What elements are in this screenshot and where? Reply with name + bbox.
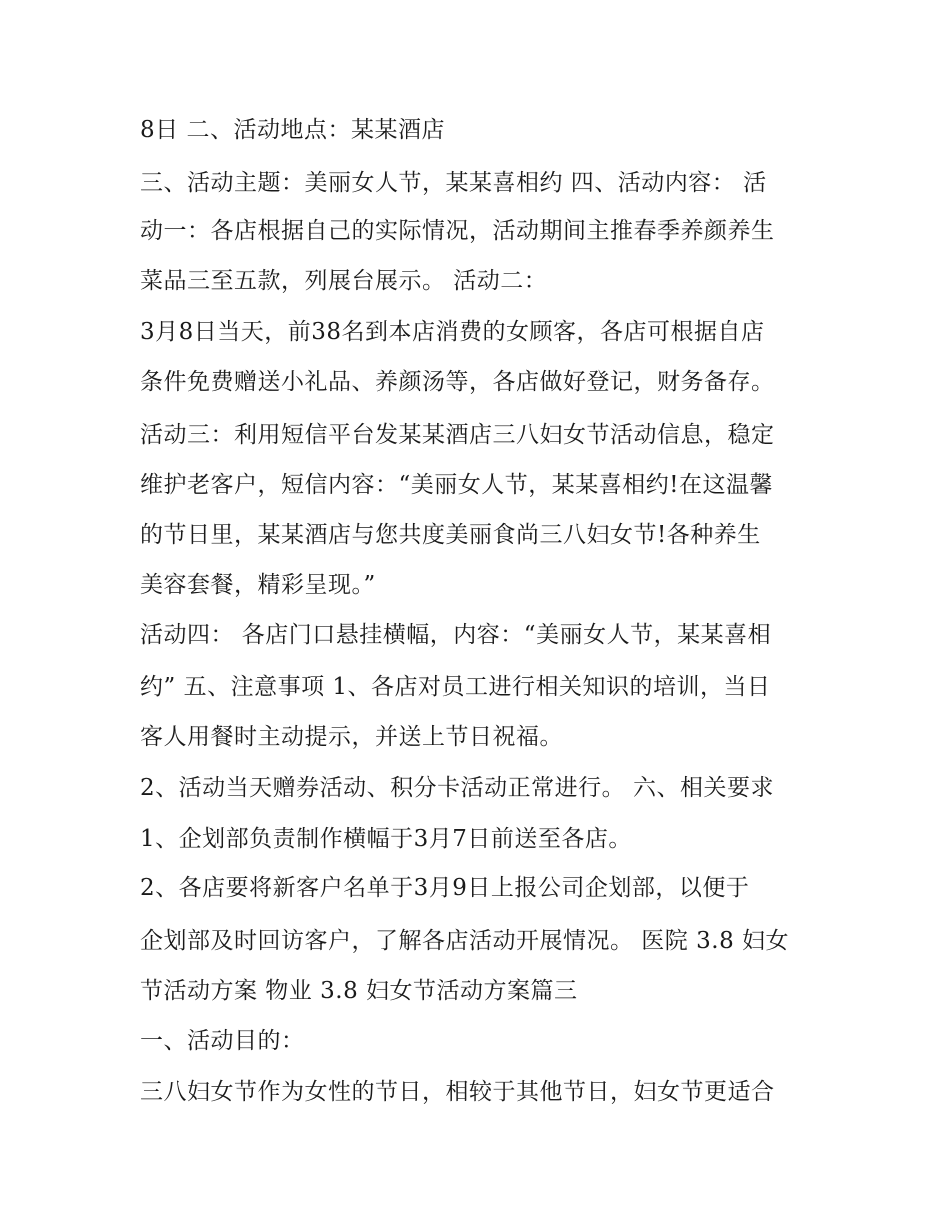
text-line: 条件免费赠送小礼品、养颜汤等，各店做好登记，财务备存。 xyxy=(140,369,775,395)
text-line: 节活动方案 物业 3.8 妇女节活动方案篇三 xyxy=(140,978,578,1004)
text-line: 的节日里，某某酒店与您共度美丽食尚三八妇女节!各种养生 xyxy=(140,522,761,548)
text-line: 活动四： 各店门口悬挂横幅，内容：“美丽女人节，某某喜相 xyxy=(140,622,772,648)
text-line: 美容套餐，精彩呈现。” xyxy=(140,572,376,598)
text-line: 2、各店要将新客户名单于3月9日上报公司企划部，以便于 xyxy=(140,875,750,901)
text-line: 菜品三至五款，列展台展示。 活动二： xyxy=(140,268,548,294)
text-line: 三、活动主题：美丽女人节，某某喜相约 四、活动内容： 活 xyxy=(140,170,767,196)
text-line: 1、企划部负责制作横幅于3月7日前送至各店。 xyxy=(140,826,632,852)
text-line: 3月8日当天，前38名到本店消费的女顾客，各店可根据自店 xyxy=(140,319,765,345)
text-line: 三八妇女节作为女性的节日，相较于其他节日，妇女节更适合 xyxy=(140,1079,775,1105)
text-line: 约” 五、注意事项 1、各店对员工进行相关知识的培训，当日 xyxy=(140,674,771,700)
text-line: 维护老客户，短信内容：“美丽女人节，某某喜相约!在这温馨 xyxy=(140,472,774,498)
text-line: 8日 二、活动地点：某某酒店 xyxy=(140,117,445,143)
text-line: 一、活动目的： xyxy=(140,1028,305,1054)
text-line: 活动三：利用短信平台发某某酒店三八妇女节活动信息，稳定 xyxy=(140,422,775,448)
text-line: 动一：各店根据自己的实际情况，活动期间主推春季养颜养生 xyxy=(140,218,775,244)
text-line: 客人用餐时主动提示，并送上节日祝福。 xyxy=(140,724,563,750)
text-line: 企划部及时回访客户，了解各店活动开展情况。 医院 3.8 妇女 xyxy=(140,928,790,954)
text-line: 2、活动当天赠券活动、积分卡活动正常进行。 六、相关要求 xyxy=(140,775,774,801)
